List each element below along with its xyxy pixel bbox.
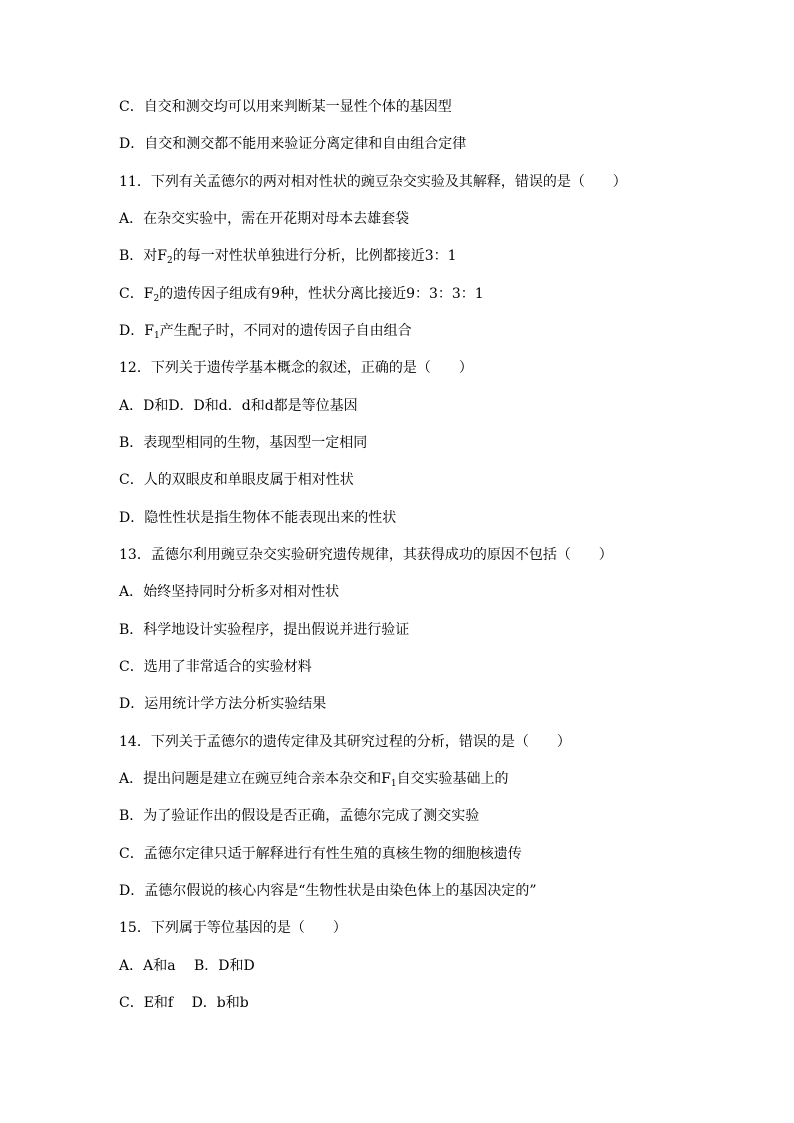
text-run: A．提出问题是建立在豌豆纯合亲本杂交和F	[119, 771, 391, 787]
text-run: D．F	[119, 323, 154, 339]
option-13d	[119, 695, 326, 713]
text-run: D．隐性性状是指生物体不能表现出来的性状	[119, 510, 397, 526]
option-10d	[119, 135, 466, 153]
question-12	[119, 359, 473, 377]
option-14b	[119, 807, 479, 825]
text-run: B．为了验证作出的假设是否正确，孟德尔完成了测交实验	[119, 808, 480, 824]
option-14a	[119, 770, 509, 788]
subscript: 1	[153, 331, 160, 341]
text-run: A．A和a B．D和D	[119, 958, 255, 974]
text-run: 自交实验基础上的	[396, 771, 509, 787]
question-11	[119, 173, 627, 191]
text-run: D．运用统计学方法分析实验结果	[119, 696, 327, 712]
text-run: 15．下列属于等位基因的是（ ）	[119, 920, 347, 936]
text-run: D．自交和测交都不能用来验证分离定律和自由组合定律	[119, 136, 467, 152]
subscript: 2	[153, 294, 160, 304]
text-run: 11．下列有关孟德尔的两对相对性状的豌豆杂交实验及其解释，错误的是（ ）	[119, 174, 627, 190]
option-13a	[119, 583, 339, 601]
text-run: 的遗传因子组成有9种，性状分离比接近9：3：3：1	[159, 286, 484, 302]
option-13b	[119, 621, 409, 639]
text-run: B．对F	[119, 248, 168, 264]
option-11a	[119, 210, 409, 228]
text-run: C．F	[119, 286, 154, 302]
option-12d	[119, 509, 396, 527]
option-12a	[119, 397, 358, 415]
text-run: 14．下列关于孟德尔的遗传定律及其研究过程的分析，错误的是（ ）	[119, 734, 571, 750]
option-14c	[119, 845, 522, 863]
text-run: C．孟德尔定律只适于解释进行有性生殖的真核生物的细胞核遗传	[119, 846, 522, 862]
option-15ab	[119, 957, 255, 975]
option-12b	[119, 434, 367, 452]
text-run: C．自交和测交均可以用来判断某一显性个体的基因型	[119, 99, 452, 115]
text-run: A．在杂交实验中，需在开花期对母本去雄套袋	[119, 211, 410, 227]
option-11d	[119, 322, 412, 340]
text-run: C．E和f D．b和b	[119, 995, 249, 1011]
option-11b	[119, 247, 457, 265]
question-15	[119, 919, 347, 937]
option-14d	[119, 882, 537, 900]
option-12c	[119, 471, 354, 489]
option-10c	[119, 98, 452, 116]
text-run: B．表现型相同的生物，基因型一定相同	[119, 435, 368, 451]
text-run: D．孟德尔假说的核心内容是“生物性状是由染色体上的基因决定的”	[119, 883, 537, 899]
option-13c	[119, 658, 312, 676]
text-run: B．科学地设计实验程序，提出假说并进行验证	[119, 622, 410, 638]
text-run: A．始终坚持同时分析多对相对性状	[119, 584, 340, 600]
text-run: C．人的双眼皮和单眼皮属于相对性状	[119, 472, 354, 488]
text-run: 13．孟德尔利用豌豆杂交实验研究遗传规律，其获得成功的原因不包括（ ）	[119, 547, 613, 563]
subscript: 1	[390, 779, 397, 789]
text-run: 的每一对性状单独进行分析，比例都接近3：1	[172, 248, 457, 264]
text-run: C．选用了非常适合的实验材料	[119, 659, 312, 675]
option-11c	[119, 285, 484, 303]
text-run: 12．下列关于遗传学基本概念的叙述，正确的是（ ）	[119, 360, 473, 376]
option-15cd	[119, 994, 249, 1012]
text-run: A．D和D．D和d．d和d都是等位基因	[119, 398, 358, 414]
text-run: 产生配子时，不同对的遗传因子自由组合	[159, 323, 412, 339]
question-13	[119, 546, 613, 564]
subscript: 2	[167, 256, 173, 266]
question-14	[119, 733, 571, 751]
